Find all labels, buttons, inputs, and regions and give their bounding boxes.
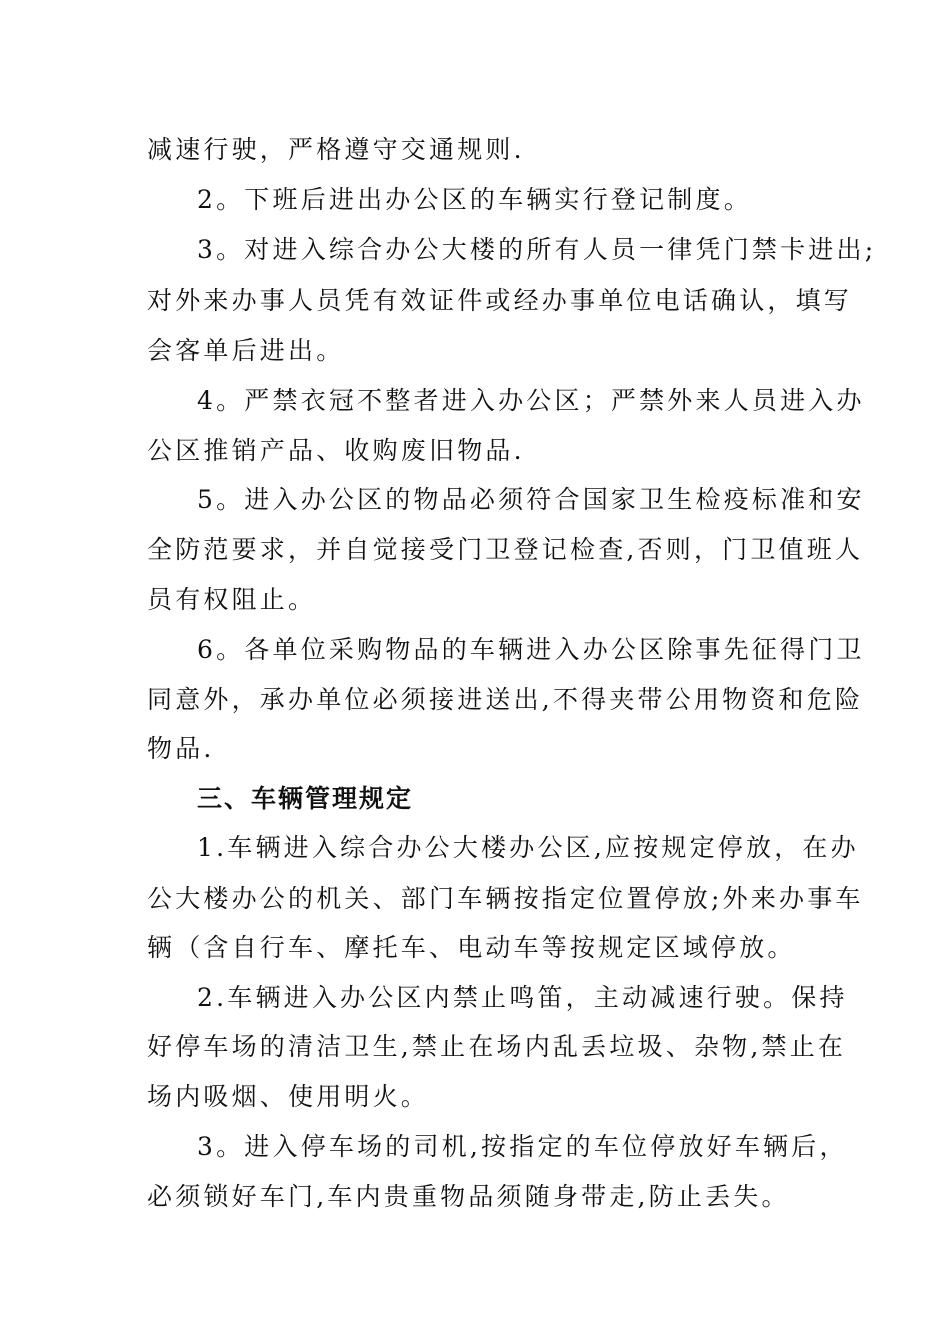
text-line: 公大楼办公的机关、部门车辆按指定位置停放;外来办事车 — [147, 884, 864, 913]
text-line: 全防范要求，并自觉接受门卫登记检查,否则，门卫值班人 — [147, 535, 864, 564]
text-line: 好停车场的清洁卫生,禁止在场内乱丢垃圾、杂物,禁止在 — [147, 1032, 847, 1061]
text-line: 同意外，承办单位必须接进送出,不得夹带公用物资和危险 — [147, 685, 864, 714]
text-line: 2。下班后进出办公区的车辆实行登记制度。 — [197, 185, 752, 214]
text-line: 4。严禁衣冠不整者进入办公区；严禁外来人员进入办 — [197, 386, 865, 415]
text-line: 3。进入停车场的司机,按指定的车位停放好车辆后， — [197, 1132, 848, 1161]
section-heading: 三、车辆管理规定 — [197, 784, 414, 813]
text-line: 1.车辆进入综合办公大楼办公区,应按规定停放，在办 — [197, 833, 859, 862]
text-line: 场内吸烟、使用明火。 — [147, 1082, 430, 1111]
text-line: 对外来办事人员凭有效证件或经办事单位电话确认，填写 — [147, 286, 853, 315]
text-line: 必须锁好车门,车内贵重物品须随身带走,防止丢失。 — [147, 1182, 790, 1211]
text-line: 物品. — [147, 734, 215, 763]
text-line: 员有权阻止。 — [147, 585, 317, 614]
text-line: 3。对进入综合办公大楼的所有人员一律凭门禁卡进出; — [197, 235, 877, 264]
text-line: 6。各单位采购物品的车辆进入办公区除事先征得门卫 — [197, 635, 865, 664]
text-line: 公区推销产品、收购废旧物品. — [147, 436, 525, 465]
text-line: 减速行驶，严格遵守交通规则. — [147, 135, 525, 164]
text-line: 辆（含自行车、摩托车、电动车等按规定区域停放。 — [147, 933, 796, 962]
text-line: 会客单后进出。 — [147, 336, 345, 365]
text-line: 5。进入办公区的物品必须符合国家卫生检疫标准和安 — [197, 485, 865, 514]
text-line: 2.车辆进入办公区内禁止鸣笛，主动减速行驶。保持 — [197, 983, 848, 1012]
